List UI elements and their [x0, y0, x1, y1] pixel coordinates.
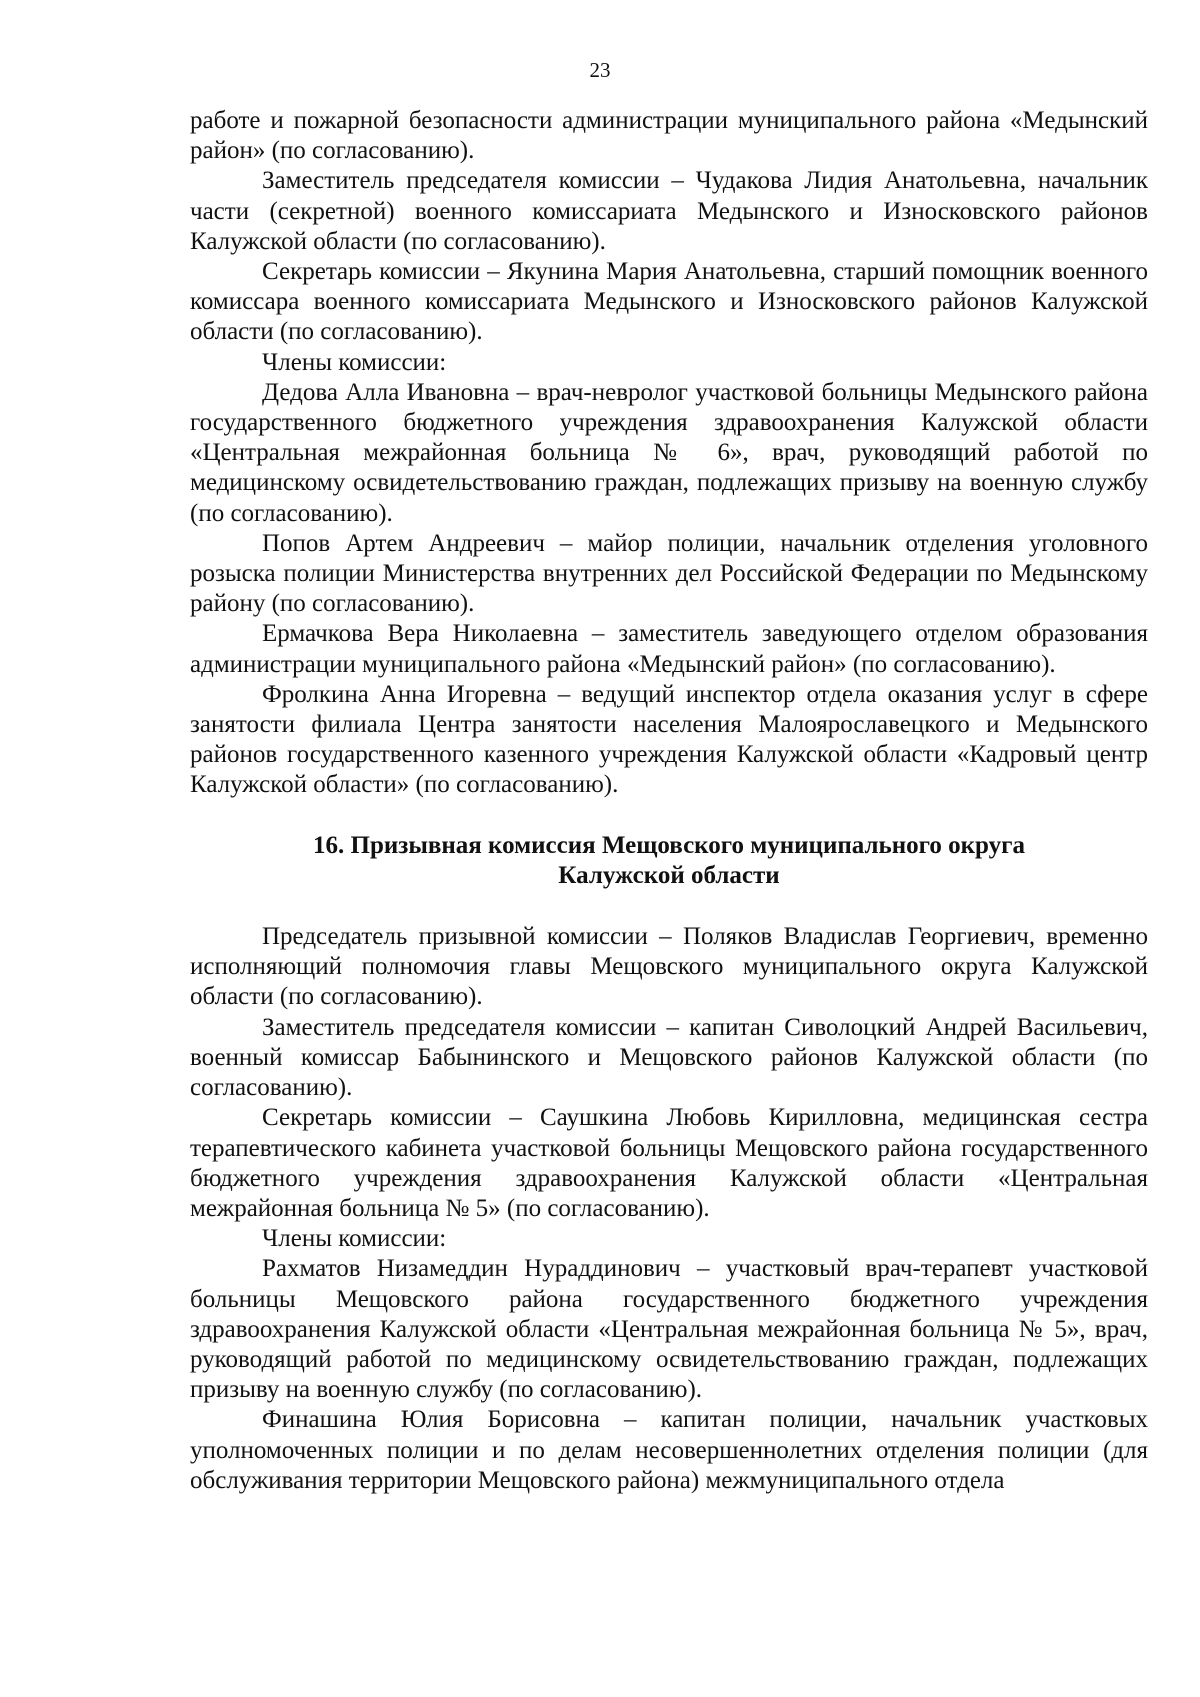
paragraph-chair-meshchovsk: Председатель призывной комиссии – Поляков Владислав Георгиевич, временно исполняющий полномочия главы Мещовского муниципального округа Калужской области (по согласованию).	[190, 923, 1148, 1011]
page-number: 23	[589, 58, 611, 82]
section-heading-line1: 16. Призывная комиссия Мещовского муниципального округа	[313, 831, 1025, 859]
section-heading-line2: Калужской области	[558, 861, 780, 889]
paragraph-members-label-meshchovsk: Члены комиссии:	[262, 1225, 447, 1253]
paragraph-member-frolkina: Фролкина Анна Игоревна – ведущий инспектор отдела оказания услуг в сфере занятости филиала Центра занятости населения Малоярославецкого и Медынского районов государственного казенного учреждения Калужской области «Кадровый центр Калужской области» (по согласованию).	[190, 680, 1148, 799]
paragraph-continuation: работе и пожарной безопасности администрации муниципального района «Медынский район» (по согласованию).	[190, 107, 1148, 165]
paragraph-member-finashina: Финашина Юлия Борисовна – капитан полиции, начальник участковых уполномоченных полиции и по делам несовершеннолетних отделения полиции (для обслуживания территории Мещовского района) межмуниципального отдела	[190, 1406, 1148, 1494]
section-heading	[190, 831, 1148, 891]
paragraph-deputy-chair-medyn: Заместитель председателя комиссии – Чудакова Лидия Анатольевна, начальник части (секретной) военного комиссариата Медынского и Износковского районов Калужской области (по согласованию).	[190, 167, 1148, 255]
paragraph-member-ermachkova: Ермачкова Вера Николаевна – заместитель заведующего отделом образования администрации муниципального района «Медынский район» (по согласованию).	[190, 620, 1148, 678]
paragraph-members-label-medyn: Члены комиссии:	[262, 348, 447, 376]
paragraph-secretary-medyn: Секретарь комиссии – Якунина Мария Анатольевна, старший помощник военного комиссара военного комиссариата Медынского и Износковского районов Калужской области (по согласованию).	[190, 258, 1148, 346]
paragraph-deputy-chair-meshchovsk: Заместитель председателя комиссии – капитан Сиволоцкий Андрей Васильевич, военный комиссар Бабынинского и Мещовского районов Калужской области (по согласованию).	[190, 1013, 1148, 1102]
paragraph-member-popov: Попов Артем Андреевич – майор полиции, начальник отделения уголовного розыска полиции Министерства внутренних дел Российской Федерации по Медынскому району (по согласованию).	[190, 529, 1148, 618]
paragraph-member-dedova: Дедова Алла Ивановна – врач-невролог участковой больницы Медынского района государственного бюджетного учреждения здравоохранения Калужской области «Центральная межрайонная больница № 6», врач, руководящий работой по медицинскому освидетельствованию граждан, подлежащих призыву на военную службу (по согласованию).	[190, 378, 1148, 527]
paragraph-secretary-meshchovsk: Секретарь комиссии – Саушкина Любовь Кирилловна, медицинская сестра терапевтического кабинета участковой больницы Мещовского района государственного бюджетного учреждения здравоохранения Калужской области «Центральная межрайонная больница № 5» (по согласованию).	[190, 1104, 1148, 1222]
document-body	[190, 106, 1148, 1496]
paragraph-member-rakhmatov: Рахматов Низамеддин Нураддинович – участковый врач-терапевт участковой больницы Мещовского района государственного бюджетного учреждения здравоохранения Калужской области «Центральная межрайонная больница № 5», врач, руководящий работой по медицинскому освидетельствованию граждан, подлежащих призыву на военную службу (по согласованию).	[190, 1255, 1148, 1404]
